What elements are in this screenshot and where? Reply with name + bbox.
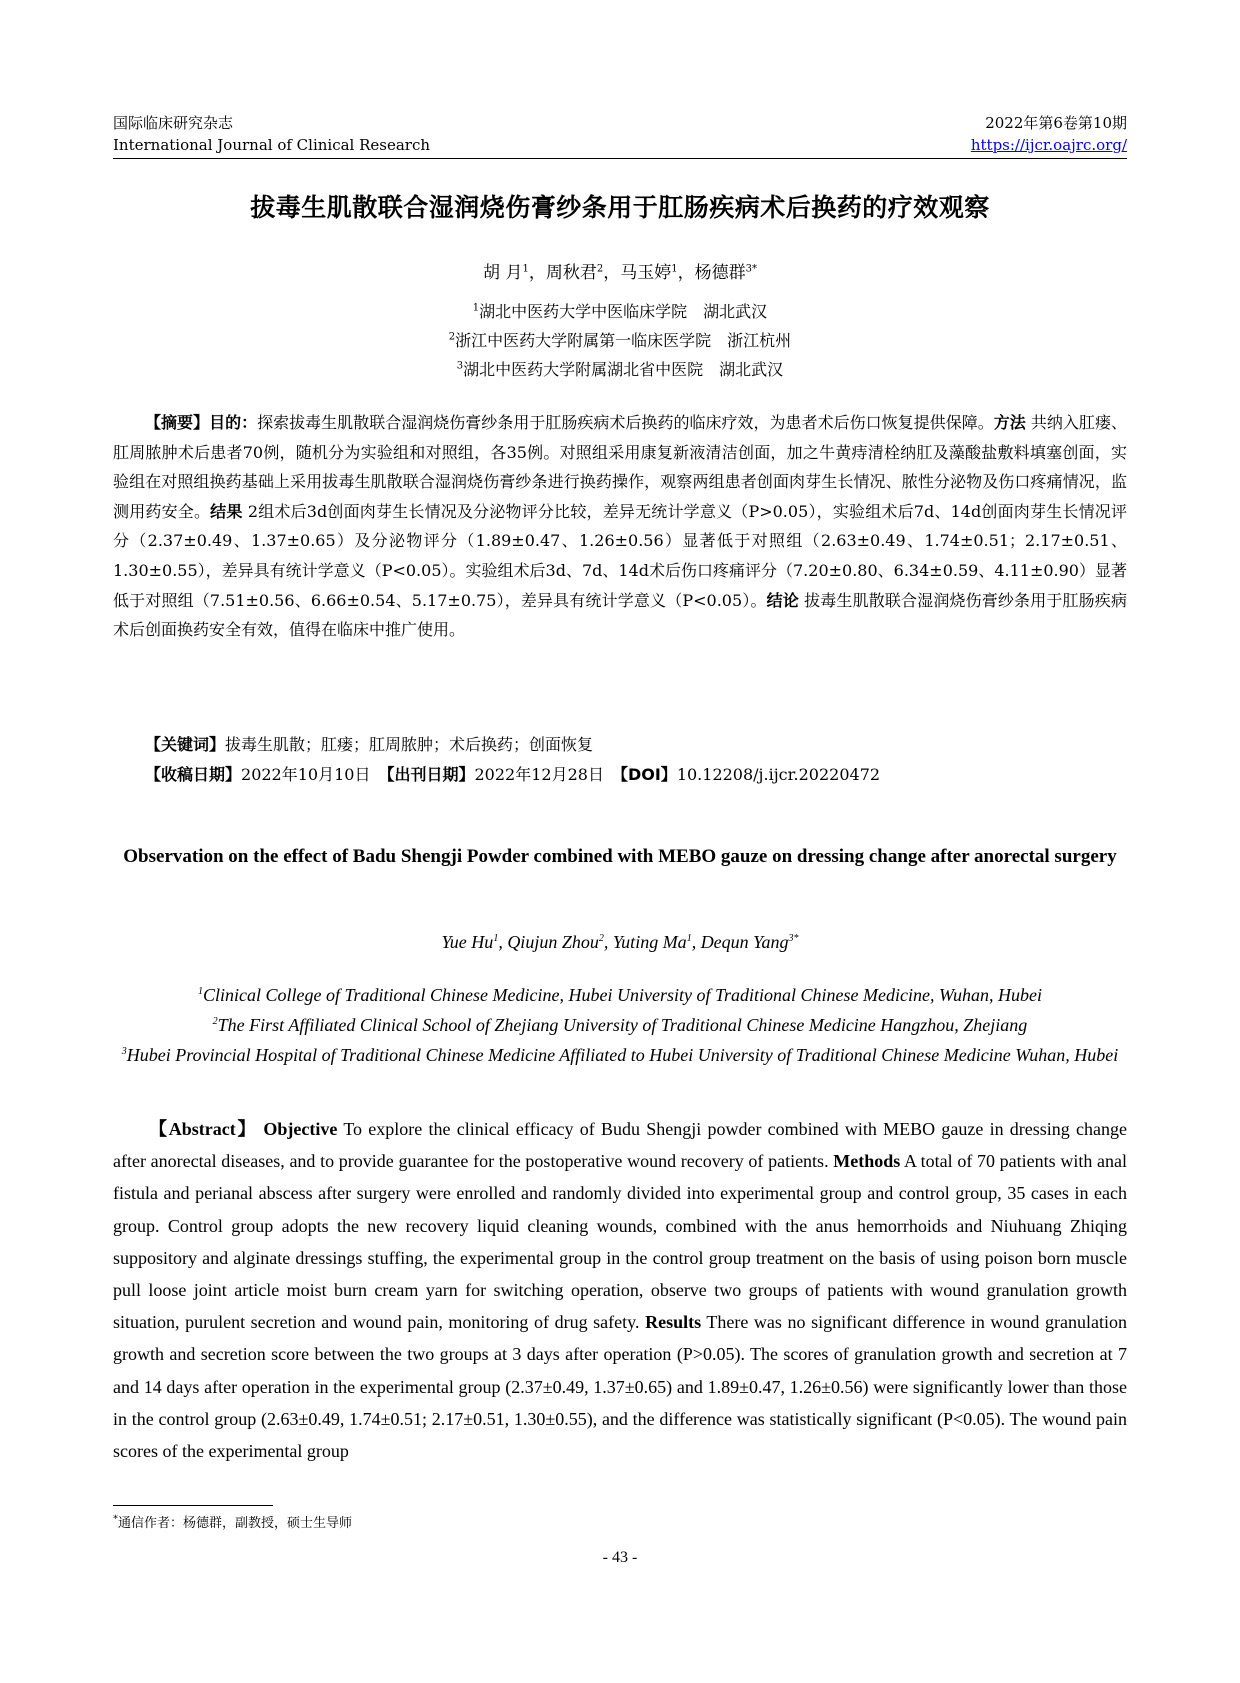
page-number: - 43 - (602, 1549, 638, 1566)
author-cn: 杨德群 (694, 263, 746, 283)
authors-en: Yue Hu$^1$, Qiujun Zhou$^2$, Yuting Ma$^1$, Dequn Yang$^{3*}$ (441, 932, 799, 952)
journal-url-link[interactable]: https://ijcr.oajrc.org/ (970, 136, 1127, 154)
corresponding-author-footnote (113, 1512, 352, 1531)
conclusion-label-cn: 结论 (766, 590, 799, 610)
results-text-en: There was no significant difference in wound granulation growth and secretion score between the two groups at 3 days after operation (P>0.05). The scores of granulation growth and secretion at 7 and 14 days after operation in the experimental group (2.37±0.49, 1.37±0.65) and 1.89±0.47, 1.26±0.56) were significantly lower than those in the control group (2.63±0.49, 1.74±0.51; 2.17±0.51, 1.30±0.55), and the difference was statistically significant (P<0.05). The wound pain scores of the experimental group (113, 1312, 1127, 1462)
affiliation-en: $^3$Hubei Provincial Hospital of Traditional Chinese Medicine Affiliated to Hubei University of Traditional Chinese Medicine Wuhan, Hubei (121, 1045, 1119, 1065)
author-cn: 周秋君 (545, 263, 597, 283)
footnote-text: 通信作者：杨德群，副教授，硕士生导师 (118, 1516, 353, 1531)
author-sup: 1 (686, 933, 692, 944)
author-cn: 马玉婷 (620, 263, 672, 283)
methods-text-en: A total of 70 patients with anal fistula and perianal abscess after surgery were enrolled and randomly divided into experimental group and control group, 35 cases in each group. Control group adopts the new recovery liquid cleaning wounds, combined with the anus hemorrhoids and Niuhuang Zhiqing suppository and alginate dressings stuffing, the experimental group in the control group treatment on the basis of using poison born muscle pull loose joint article moist burn cream yarn for switching operation, observe two groups of patients with wound granulation growth situation, purulent secretion and wound pain, monitoring of drug safety. (113, 1151, 1128, 1333)
abstract-label-en: 【Abstract】 (149, 1119, 258, 1139)
footnote-mark: * (113, 1513, 118, 1525)
results-text-cn: 2组术后3d创面肉芽生长情况及分泌物评分比较，差异无统计学意义（P>0.05），实验组术后7d、14d创面肉芽生长情况评分（2.37±0.49、1.37±0.65）及分泌物评分（1.89±0.47、1.26±0.56）显著低于对照组（2.63±0.49、1.74±0.51；2.17±0.51、1.30±0.55），差异具有统计学意义（P<0.05）。实验组术后3d、7d、14d术后伤口疼痛评分（7.20±0.80、6.34±0.59、4.11±0.90）显著低于对照组（7.51±0.56、6.66±0.54、5.17±0.75），差异具有统计学意义（P<0.05）。 (113, 501, 1127, 610)
objective-text-en: To explore the clinical efficacy of Budu Shengji powder combined with MEBO gauze in dressing change after anorectal diseases, and to provide guarantee for the postoperative wound recovery of patients. (113, 1119, 1128, 1172)
methods-label-cn: 方法 (993, 413, 1026, 432)
header-divider (113, 158, 1127, 159)
affiliation-en: $^1$Clinical College of Traditional Chinese Medicine, Hubei University of Traditional Chinese Medicine, Wuhan, Hubei (198, 985, 1042, 1005)
affiliation-cn: $^1$湖北中医药大学中医临床学院 湖北武汉 (472, 302, 768, 321)
author-sup: 1 (493, 933, 499, 944)
abstract-label-cn: 【摘要】 (145, 413, 210, 432)
journal-header-right (971, 112, 1127, 156)
methods-text-cn: 共纳入肛瘘、肛周脓肿术后患者70例，随机分为实验组和对照组，各35例。对照组采用康复新液清洁创面，加之牛黄痔清栓纳肛及藻酸盐敷料填塞创面，实验组在对照组换药基础上采用拔毒生肌散联合湿润烧伤膏纱条进行换药操作，观察两组患者创面肉芽生长情况、脓性分泌物及伤口疼痛情况，监测用药安全。 (113, 413, 1127, 521)
title-cn: 拔毒生肌散联合湿润烧伤膏纱条用于肛肠疾病术后换药的疗效观察 (250, 193, 990, 222)
received-date: 2022年10月10日 (241, 765, 371, 784)
doi-value: 10.12208/j.ijcr.20220472 (676, 765, 881, 784)
author-sup: 3* (745, 263, 757, 275)
results-label-cn: 结果 (210, 501, 243, 521)
keywords-label-cn: 【关键词】 (145, 735, 226, 754)
conclusion-text-cn: 拔毒生肌散联合湿润烧伤膏纱条用于肛肠疾病术后创面换药安全有效，值得在临床中推广使用。 (113, 590, 1127, 640)
author-en: Yue Hu (441, 932, 494, 952)
publication-dates (113, 760, 1127, 790)
received-label: 【收稿日期】 (145, 765, 242, 784)
journal-name-cn: 国际临床研究杂志 (113, 114, 234, 132)
published-date: 2022年12月28日 (474, 765, 604, 784)
objective-label-cn: 目的： (209, 413, 258, 432)
objective-text-cn: 探索拔毒生肌散联合湿润烧伤膏纱条用于肛肠疾病术后换药的临床疗效，为患者术后伤口恢复提供保障。 (257, 413, 994, 432)
published-label: 【出刊日期】 (386, 765, 475, 784)
author-en: Yuting Ma (612, 932, 687, 952)
affiliation-cn: $^2$浙江中医药大学附属第一临床医学院 浙江杭州 (448, 331, 792, 350)
affiliations-en (113, 980, 1127, 1070)
footnote-divider (113, 1505, 273, 1506)
keywords-cn (113, 730, 1127, 760)
author-sup: 2 (598, 933, 604, 944)
affiliation-cn: $^3$湖北中医药大学附属湖北省中医院 湖北武汉 (456, 360, 784, 379)
journal-name-en: International Journal of Clinical Research (113, 136, 431, 154)
affiliations-cn (113, 297, 1127, 384)
title-en: Observation on the effect of Badu Shengji Powder combined with MEBO gauze on dressing change after anorectal surgery (123, 846, 1117, 867)
abstract-cn (113, 408, 1127, 645)
author-cn: 胡 月 (483, 263, 523, 283)
author-en: Dequn Yang (700, 932, 789, 952)
journal-header-left (113, 112, 430, 156)
results-label-en: Results (645, 1312, 702, 1333)
methods-label-en: Methods (833, 1151, 901, 1172)
doi-label: 【DOI】 (619, 765, 677, 784)
author-sup: 1 (522, 263, 529, 275)
affiliation-en: $^2$The First Affiliated Clinical School of Zhejiang University of Traditional Chinese Medicine Hangzhou, Zhejiang (212, 1015, 1028, 1035)
issue-info: 2022年第6卷第10期 (985, 114, 1127, 132)
author-sup: 3* (788, 933, 799, 944)
keywords-text-cn: 拔毒生肌散；肛瘘；肛周脓肿；术后换药；创面恢复 (225, 735, 594, 754)
abstract-en (113, 1113, 1127, 1467)
author-en: Qiujun Zhou (507, 932, 599, 952)
authors-cn: 胡 月$^1$，周秋君$^2$，马玉婷$^1$，杨德群$^{3*}$ (483, 263, 757, 283)
author-sup: 1 (671, 263, 678, 275)
objective-label-en: Objective (263, 1119, 338, 1139)
author-sup: 2 (596, 263, 604, 275)
